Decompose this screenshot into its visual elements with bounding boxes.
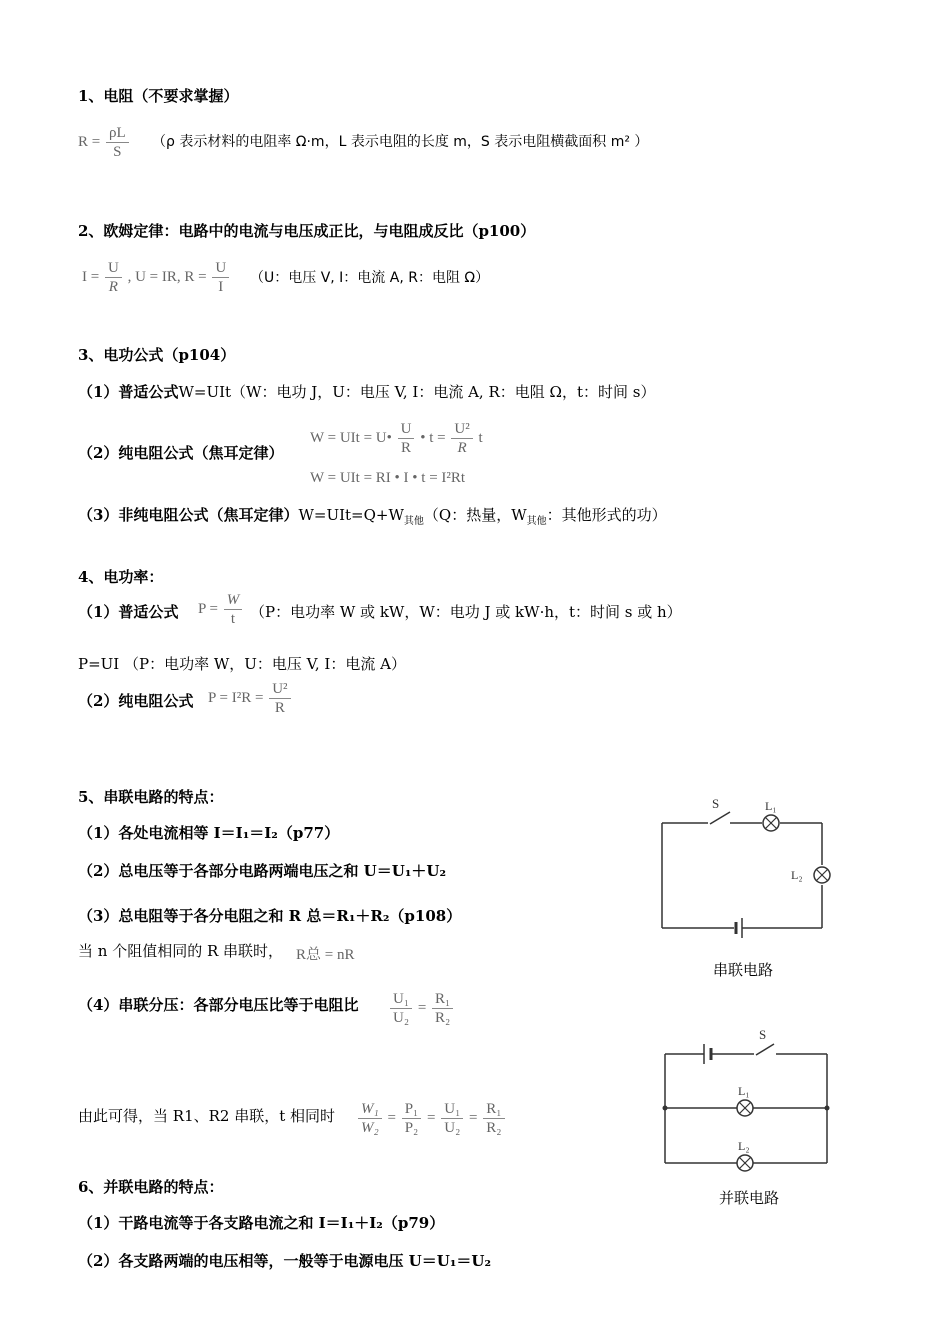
formula-part: P = I²R = [208,689,264,706]
fraction-denominator-text: R [457,440,467,456]
resistivity-note: （ρ 表示材料的电阻率 Ω·m，L 表示电阻的长度 m，S 表示电阻横截面积 m² ） [152,134,649,150]
note: ：其他形式的功） [546,506,667,524]
formula-part: P = [198,600,218,617]
fraction-numerator: U [105,259,122,278]
fraction-numerator: U² [269,680,290,699]
note: （Q：热量，W [423,506,527,524]
fraction-denominator: P₂ [404,1120,419,1136]
power-pure-formula [208,680,293,717]
work-nonpure-line [78,505,667,532]
series-item-4-label: （4）串联分压：各部分电压比等于电阻比 [78,996,359,1014]
formula-part: • t = [420,429,446,446]
section-4-heading: 4、电功率： [78,568,164,586]
section-1-heading: 1、电阻（不要求掌握） [78,87,239,105]
equals-sign: = [387,1109,396,1126]
derivation-label: 由此可得，当 R1、R2 串联，t 相同时 [78,1107,336,1125]
subscript: 其他 [403,516,424,527]
series-item-3: （3）总电阻等于各分电阻之和 R 总＝R₁＋R₂（p108） [78,907,462,925]
series-item-1: （1）各处电流相等 I＝I₁＝I₂（p77） [78,824,340,842]
fraction [105,259,122,296]
fraction [483,1100,504,1137]
lamp-icon [814,867,830,883]
formula: W=UIt [178,383,232,401]
series-item-2: （2）总电压等于各部分电路两端电压之和 U＝U₁＋U₂ [78,862,447,880]
power-general-formula [198,591,244,628]
lamp-icon [737,1155,753,1171]
joule-formula-line-2: W = UIt = RI • I • t = I²Rt [310,470,466,486]
ohms-law-note: （U：电压 V, I：电流 A, R：电阻 Ω） [250,270,490,286]
work-general-line [78,382,655,402]
fraction-denominator [358,1119,382,1137]
lamp-icon [763,815,779,831]
fraction-denominator: R [274,700,285,716]
fraction [358,1100,382,1137]
formula-part: I = [82,268,100,285]
item-label: （1）普适公式 [78,383,179,401]
fraction-numerator: P₁ [402,1100,422,1119]
fraction [402,1100,422,1137]
switch-label: S [759,1027,767,1042]
lamp-1-label: L₁ [738,1084,750,1098]
junction-dot [663,1106,668,1111]
fraction-numerator-text: W₁ [361,1101,379,1117]
formula-part: , U = IR, R = [127,268,207,285]
parallel-circuit-diagram [650,1020,850,1180]
parallel-item-2: （2）各支路两端的电压相等，一般等于电源电压 U＝U₁＝U₂ [78,1252,492,1270]
fraction [212,259,229,296]
section-5-heading: 5、串联电路的特点： [78,788,224,806]
equals-sign: = [469,1109,478,1126]
item-label: （3）非纯电阻公式（焦耳定律） [78,506,299,524]
series-item-3-note: 当 n 个阻值相同的 R 串联时， [78,942,284,960]
lamp-2-label: L₂ [791,868,803,882]
fraction [398,420,415,457]
fraction-numerator: U [398,420,415,439]
fraction-denominator: I [218,279,224,295]
fraction [390,990,412,1027]
section-2-heading: 2、欧姆定律：电路中的电流与电压成正比，与电阻成反比（p100） [78,222,536,240]
fraction-numerator-text: W [226,592,240,608]
fraction-denominator: U₂ [444,1120,461,1136]
parallel-circuit-caption: 并联电路 [719,1189,780,1207]
power-pui-line: P=UI （P：电功率 W，U：电压 V, I：电流 A） [78,655,406,673]
junction-dot [825,1106,830,1111]
parallel-item-1: （1）干路电流等于各支路电流之和 I＝I₁＋I₂（p79） [78,1214,445,1232]
equals-sign: = [417,999,427,1016]
fraction-numerator: U₁ [390,990,412,1009]
voltage-divider-formula [388,990,455,1027]
fraction [269,680,290,717]
fraction-denominator: S [113,144,122,160]
ohms-law-formula [82,259,231,296]
lamp-icon [737,1100,753,1116]
joule-formula-line-1 [310,420,483,457]
power-general-note: （P：电功率 W 或 kW，W：电功 J 或 kW·h，t：时间 s 或 h） [250,603,682,621]
fraction-denominator: R₂ [435,1010,451,1026]
fraction-numerator: R₁ [432,990,453,1009]
power-pure-label: （2）纯电阻公式 [78,692,194,710]
fraction-denominator: R [401,440,412,456]
fraction-numerator: ρL [106,124,129,143]
lamp-2-label: L₂ [738,1139,750,1153]
fraction-denominator: t [230,611,236,627]
formula: W=UIt=Q+W [298,506,404,524]
derivation-formula [356,1100,507,1137]
power-general-label: （1）普适公式 [78,603,179,621]
fraction-denominator-text: R [108,279,118,295]
fraction-denominator [106,278,121,296]
series-n-resistor-formula: R总 = nR [296,947,355,963]
subscript: 其他 [526,516,547,527]
formula-lhs: R = [78,133,101,150]
fraction [441,1100,463,1137]
fraction-denominator-text: W₂ [361,1120,379,1136]
series-circuit-caption: 串联电路 [713,961,774,979]
section-6-heading: 6、并联电路的特点： [78,1178,224,1196]
fraction-denominator: U₂ [393,1010,410,1026]
formula-part: t [478,429,483,446]
fraction-denominator: R₂ [486,1120,502,1136]
switch-label: S [712,796,720,811]
equals-sign: = [427,1109,436,1126]
fraction [224,591,243,628]
fraction-numerator [358,1100,382,1119]
fraction [106,124,129,161]
fraction-numerator [224,591,243,610]
lamp-1-label: L₁ [765,799,777,813]
fraction-numerator: U₁ [441,1100,463,1119]
fraction-denominator [454,439,469,457]
fraction-numerator: U [212,259,229,278]
fraction [432,990,453,1027]
formula-part: W = UIt = U• [310,429,392,446]
resistivity-formula [78,124,131,161]
fraction-numerator: R₁ [483,1100,504,1119]
fraction-numerator: U² [451,420,472,439]
note: （W：电功 J，U：电压 V, I：电流 A, R：电阻 Ω，t：时间 s） [231,383,656,401]
work-pure-resistance-label: （2）纯电阻公式（焦耳定律） [78,444,284,462]
fraction [451,420,472,457]
section-3-heading: 3、电功公式（p104） [78,346,236,364]
